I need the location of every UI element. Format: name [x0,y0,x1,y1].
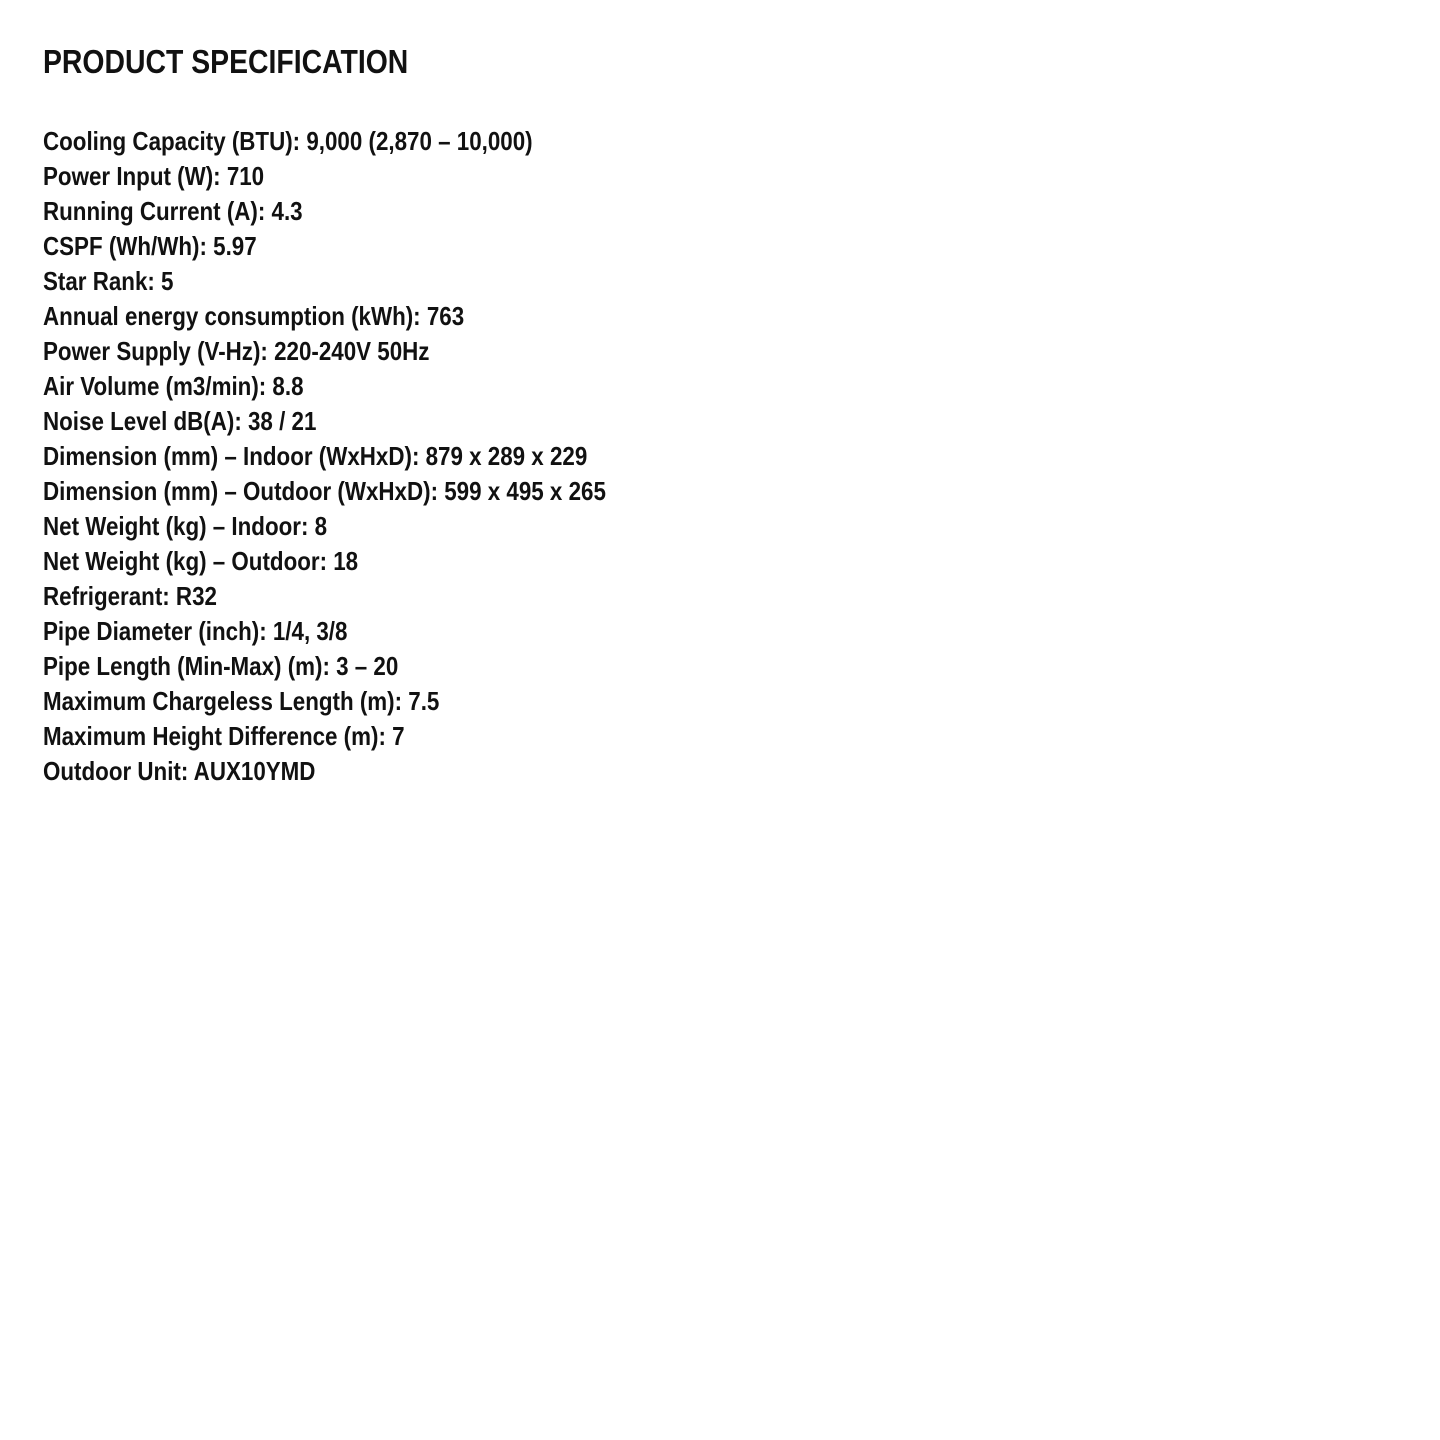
spec-running-current: Running Current (A): 4.3 [43,196,303,226]
spec-dimension-indoor: Dimension (mm) – Indoor (WxHxD): 879 x 289 x 229 [43,441,588,471]
spec-document [43,40,1393,786]
spec-cooling-capacity: Cooling Capacity (BTU): 9,000 (2,870 – 10,000) [43,126,533,156]
spec-power-input: Power Input (W): 710 [43,161,265,191]
page-title: PRODUCT SPECIFICATION [43,43,409,80]
spec-power-supply: Power Supply (V-Hz): 220-240V 50Hz [43,336,430,366]
spec-net-weight-outdoor: Net Weight (kg) – Outdoor: 18 [43,546,359,576]
spec-air-volume: Air Volume (m3/min): 8.8 [43,371,304,401]
spec-dimension-outdoor: Dimension (mm) – Outdoor (WxHxD): 599 x 495 x 265 [43,476,606,506]
spec-net-weight-indoor: Net Weight (kg) – Indoor: 8 [43,511,328,541]
spec-max-chargeless-length: Maximum Chargeless Length (m): 7.5 [43,686,440,716]
spec-pipe-diameter: Pipe Diameter (inch): 1/4, 3/8 [43,616,348,646]
spec-noise-level: Noise Level dB(A): 38 / 21 [43,406,317,436]
spec-outdoor-unit: Outdoor Unit: AUX10YMD [43,756,316,786]
spec-list [43,124,698,789]
spec-max-height-difference: Maximum Height Difference (m): 7 [43,721,405,751]
spec-annual-energy: Annual energy consumption (kWh): 763 [43,301,465,331]
spec-pipe-length: Pipe Length (Min-Max) (m): 3 – 20 [43,651,399,681]
spec-refrigerant: Refrigerant: R32 [43,581,217,611]
spec-cspf: CSPF (Wh/Wh): 5.97 [43,231,257,261]
spec-star-rank: Star Rank: 5 [43,266,174,296]
